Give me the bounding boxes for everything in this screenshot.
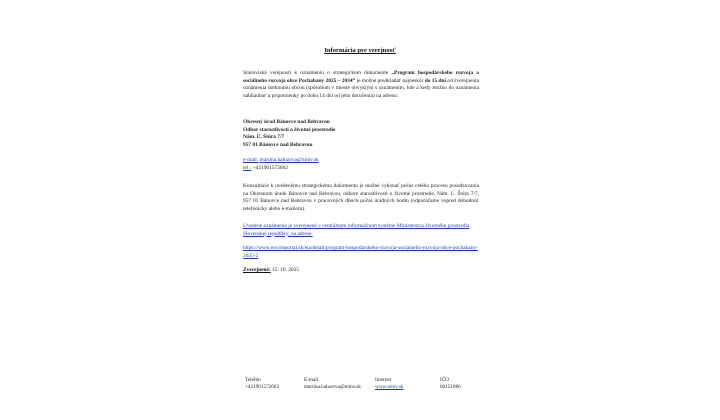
email-label: e-mail: xyxy=(243,157,259,163)
intro-text-start: Stanoviská verejnosti k oznámeniu o strategickom dokumente xyxy=(243,70,392,76)
deadline: do 15 dní xyxy=(424,77,447,84)
address-line-4: 957 01 Bánovce nad Bebravou xyxy=(243,141,313,148)
phone-value: +421961572662 xyxy=(252,164,288,171)
footer-ico-label: IČO xyxy=(440,377,449,383)
address-line-3: Nám. Ľ. Štúra 7/7 xyxy=(243,134,285,141)
footer-email-label: E-mail xyxy=(304,377,319,383)
email-link[interactable]: martina.haluzova@minv.sk xyxy=(259,157,319,163)
footer-email-value: martina.haluzova@minv.sk xyxy=(304,384,361,391)
enviroportal-link[interactable]: https://www.enviroportal.sk/eia/detail/program-hospodarskeho-rozvoja-socialneho-rozvoja-obce-pochabany-2025-2 xyxy=(243,245,478,259)
published-date-row xyxy=(243,267,479,275)
contact-block xyxy=(243,157,479,172)
footer-phone xyxy=(245,377,279,391)
intro-text-end: od zverejnenia oznámenia dotknutou obcou (spôsobom v mieste obvyklým s oznámením, kde a kedy možno do oznámenia nahliadnuť a pripomienky po dobu 14 dní od jeho doručenia) na adresu: xyxy=(243,77,479,99)
footer-web xyxy=(375,377,403,391)
publication-paragraph: Uvedené oznámenie je zverejnené v centrálnom informačnom systéme Ministerstva životného prostredia Slovenskej republiky, na adrese: xyxy=(243,223,470,237)
footer-phone-value: +421961572662 xyxy=(245,384,280,391)
enviroportal-url-block xyxy=(243,245,479,260)
published-date: 15. 10. 2025 xyxy=(272,267,300,273)
intro-paragraph xyxy=(243,70,479,100)
footer-phone-label: Telefón xyxy=(245,377,261,383)
phone-row xyxy=(243,165,479,173)
footer-web-label: Internet xyxy=(375,377,392,383)
email-row xyxy=(243,157,479,165)
address-line-1: Okresný úrad Bánovce nad Bebravou xyxy=(243,119,330,125)
consultation-paragraph: Konzultácie k uvedenému strategickému dokumentu je možné vykonať počas celého procesu posudzovania na Okresnom úrade Bánovce nad Bebravou, odbore starostlivosti o životné prostredie, Nám. Ľ. Štúra 7/7, 957 01 Bánovce nad Bebravou v pracovných dňoch počas úradných hodín (odporúčame vopred dohodnúť telefonicky alebo e-mailom). xyxy=(243,183,479,212)
office-address xyxy=(243,119,479,149)
phone-label: tel.: xyxy=(243,164,252,171)
footer-ico-value: 00151866 xyxy=(440,384,461,391)
intro-text-mid: je možné predkladať najneskôr xyxy=(355,77,425,84)
footer-web-link[interactable]: www.minv.sk xyxy=(375,384,404,391)
page-title: Informácia pre verejnosť xyxy=(324,47,396,54)
published-label: Zverejnené: xyxy=(243,267,271,273)
footer-ico xyxy=(440,377,461,391)
document-name: „Program hospodárskeho rozvoja a sociálneho rozvoja obce Pochabany 2025 – 2034“ xyxy=(243,70,479,84)
address-line-2: Odbor starostlivosti o životné prostredie xyxy=(243,126,336,133)
footer-email xyxy=(304,377,361,391)
